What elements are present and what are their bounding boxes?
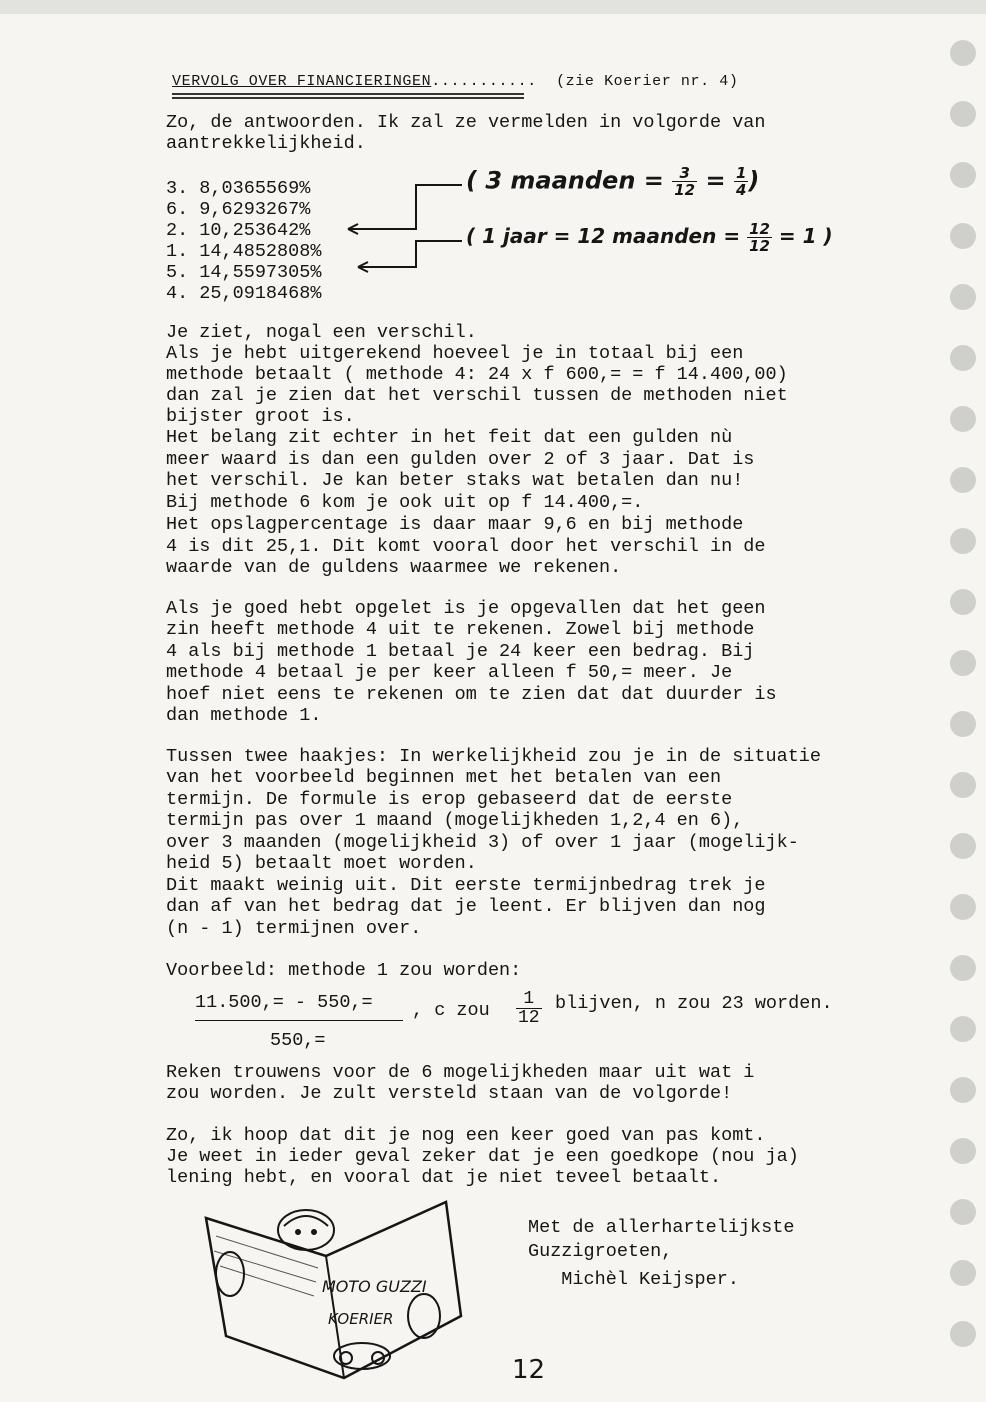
heading-reference: (zie Koerier nr. 4) bbox=[556, 73, 739, 90]
page-top-edge bbox=[0, 0, 986, 14]
text-line: Bij methode 6 kom je ook uit op f 14.400,=. bbox=[166, 492, 644, 513]
text-line: zou worden. Je zult versteld staan van de volgorde! bbox=[166, 1083, 733, 1104]
text-line: termijn. De formule is erop gebaseerd dat de eerste bbox=[166, 789, 733, 810]
text-line: 4 is dit 25,1. Dit komt vooral door het verschil in de bbox=[166, 536, 766, 557]
ranking-item: 3. 8,0365569% bbox=[166, 178, 311, 199]
ranking-item: 2. 10,253642% bbox=[166, 220, 311, 241]
text-line: Je ziet, nogal een verschil. bbox=[166, 322, 477, 343]
text-line: Als je hebt uitgerekend hoeveel je in totaal bij een bbox=[166, 343, 744, 364]
note-3-months: ( 3 maanden = $\frac{3}{12}$ = $\frac{1}{4}$ ) bbox=[466, 164, 760, 199]
note-a-fraction-1: $\frac{3}{12}$ bbox=[674, 164, 696, 199]
binder-hole bbox=[950, 955, 976, 981]
binder-hole bbox=[950, 894, 976, 920]
note-a-fraction-2: $\frac{1}{4}$ bbox=[735, 164, 747, 199]
text-line: Je weet in ieder geval zeker dat je een goedkope (nou ja) bbox=[166, 1146, 799, 1167]
text-line: het verschil. Je kan beter staks wat betalen dan nu! bbox=[166, 470, 744, 491]
binder-hole bbox=[950, 162, 976, 188]
note-a-text: ( 3 maanden = bbox=[466, 166, 664, 195]
binder-hole bbox=[950, 650, 976, 676]
note-b-fraction: $\frac{12}{12}$ bbox=[749, 220, 770, 255]
example-tail: blijven, n zou 23 worden. bbox=[555, 993, 833, 1014]
ranking-item: 4. 25,0918468% bbox=[166, 283, 322, 304]
text-line: heid 5) betaalt moet worden. bbox=[166, 853, 477, 874]
example-mid-text: , c zou bbox=[412, 1000, 490, 1021]
intro-line-2: aantrekkelijkheid. bbox=[166, 133, 366, 154]
example-intro: Voorbeeld: methode 1 zou worden: bbox=[166, 960, 522, 981]
signature-name: Michèl Keijsper. bbox=[528, 1269, 739, 1290]
illustration-text-moto-guzzi: MOTO GUZZI bbox=[322, 1277, 427, 1296]
text-line: over 3 maanden (mogelijkheid 3) of over 1 jaar (mogelijk- bbox=[166, 832, 799, 853]
text-line: dan methode 1. bbox=[166, 705, 322, 726]
text-line: Dit maakt weinig uit. Dit eerste termijnbedrag trek je bbox=[166, 875, 766, 896]
binder-hole bbox=[950, 1077, 976, 1103]
text-line: zin heeft methode 4 uit te rekenen. Zowel bij methode bbox=[166, 619, 755, 640]
binder-hole bbox=[950, 1016, 976, 1042]
ranking-item: 6. 9,6293267% bbox=[166, 199, 311, 220]
binder-hole bbox=[950, 284, 976, 310]
binder-hole bbox=[950, 711, 976, 737]
example-denominator: 550,= bbox=[270, 1030, 326, 1051]
text-line: termijn pas over 1 maand (mogelijkheden 1,2,4 en 6), bbox=[166, 810, 744, 831]
text-line: methode 4 betaal je per keer alleen f 50,= meer. Je bbox=[166, 662, 733, 683]
text-line: waarde van de guldens waarmee we rekenen. bbox=[166, 557, 622, 578]
text-line: bijster groot is. bbox=[166, 406, 355, 427]
example-numerator: 11.500,= - 550,= bbox=[195, 992, 373, 1013]
text-line: dan af van het bedrag dat je leent. Er blijven dan nog bbox=[166, 896, 766, 917]
text-line: methode betaalt ( methode 4: 24 x f 600,= = f 14.400,00) bbox=[166, 364, 788, 385]
text-line: dan zal je zien dat het verschil tussen de methoden niet bbox=[166, 385, 788, 406]
text-line: Het opslagpercentage is daar maar 9,6 en bij methode bbox=[166, 514, 744, 535]
example-fraction-bar bbox=[195, 1020, 403, 1021]
binder-hole bbox=[950, 406, 976, 432]
heading-dots: ........... bbox=[431, 73, 537, 90]
binder-hole bbox=[950, 528, 976, 554]
illustration-text-koerier: KOERIER bbox=[328, 1310, 394, 1328]
text-line: Tussen twee haakjes: In werkelijkheid zou je in de situatie bbox=[166, 746, 822, 767]
binder-hole bbox=[950, 223, 976, 249]
text-line: (n - 1) termijnen over. bbox=[166, 918, 422, 939]
binder-holes bbox=[950, 40, 980, 1400]
binder-hole bbox=[950, 101, 976, 127]
example-c-fraction: $\frac{1}{12}$ bbox=[518, 989, 540, 1028]
text-line: hoef niet eens te rekenen om te zien dat dat duurder is bbox=[166, 684, 777, 705]
binder-hole bbox=[950, 589, 976, 615]
newspaper-reader-illustration bbox=[186, 1196, 476, 1386]
text-line: meer waard is dan een gulden over 2 of 3 jaar. Dat is bbox=[166, 449, 755, 470]
text-line: Zo, ik hoop dat dit je nog een keer goed van pas komt. bbox=[166, 1125, 766, 1146]
binder-hole bbox=[950, 1321, 976, 1347]
binder-hole bbox=[950, 1199, 976, 1225]
text-line: Reken trouwens voor de 6 mogelijkheden maar uit wat i bbox=[166, 1062, 755, 1083]
intro-line-1: Zo, de antwoorden. Ik zal ze vermelden in volgorde van bbox=[166, 112, 766, 133]
binder-hole bbox=[950, 345, 976, 371]
binder-hole bbox=[950, 833, 976, 859]
note-1-year: ( 1 jaar = 12 maanden = $\frac{12}{12}$ = 1 ) bbox=[466, 220, 833, 255]
text-line: Het belang zit echter in het feit dat een gulden nù bbox=[166, 427, 733, 448]
ranking-item: 1. 14,4852808% bbox=[166, 241, 322, 262]
ranking-item: 5. 14,5597305% bbox=[166, 262, 322, 283]
binder-hole bbox=[950, 1138, 976, 1164]
binder-hole bbox=[950, 1260, 976, 1286]
text-line: lening hebt, en vooral dat je niet teveel betaalt. bbox=[166, 1167, 722, 1188]
signature-line: Met de allerhartelijkste bbox=[528, 1217, 795, 1238]
text-line: 4 als bij methode 1 betaal je 24 keer een bedrag. Bij bbox=[166, 641, 755, 662]
binder-hole bbox=[950, 467, 976, 493]
heading-double-underline bbox=[172, 93, 524, 99]
text-line: Als je goed hebt opgelet is je opgevallen dat het geen bbox=[166, 598, 766, 619]
article-heading bbox=[172, 73, 739, 90]
binder-hole bbox=[950, 772, 976, 798]
heading-title: VERVOLG OVER FINANCIERINGEN bbox=[172, 73, 432, 90]
page-number: 12 bbox=[512, 1355, 546, 1385]
text-line: van het voorbeeld beginnen met het betalen van een bbox=[166, 767, 722, 788]
note-b-text: ( 1 jaar = 12 maanden = bbox=[466, 224, 741, 248]
binder-hole bbox=[950, 40, 976, 66]
signature-line: Guzzigroeten, bbox=[528, 1241, 673, 1262]
